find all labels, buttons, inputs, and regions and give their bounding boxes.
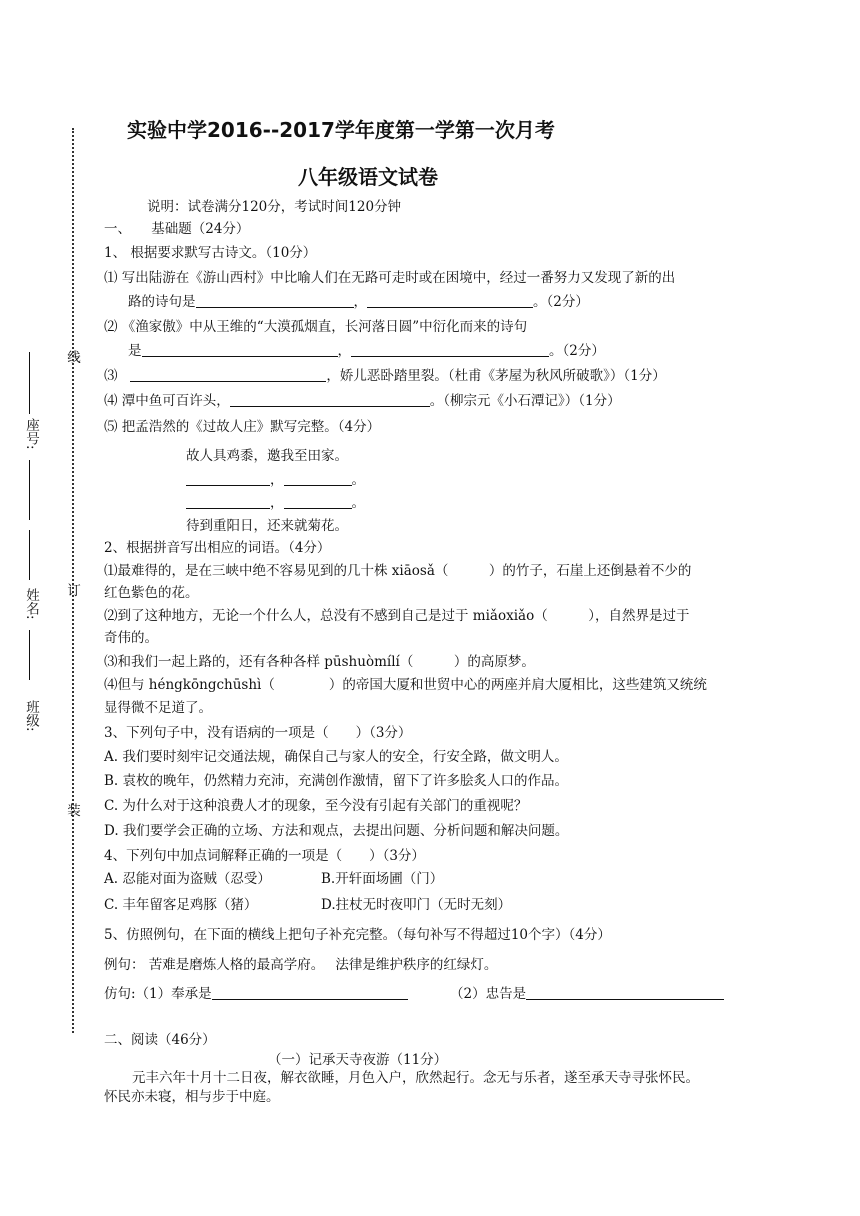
q3-option-b: B. 袁枚的晚年，仍然精力充沛，充满创作激情，留下了许多脍炙人口的作品。 <box>104 773 569 789</box>
exam-title: 实验中学2016--2017学年度第一学第一次月考 <box>127 118 555 142</box>
name-line <box>29 530 30 580</box>
q1-3-num: ⑶ <box>104 368 118 384</box>
poem-blank-3[interactable] <box>186 494 270 509</box>
binding-char-3: 装 <box>64 803 80 817</box>
q2-4-line-a: ⑷但与 héngkōngchūshì（ ）的帝国大厦和世贸中心的两座并肩大厦相比，这些建筑又统统 <box>104 677 707 693</box>
q2-1-line-a: ⑴最难得的，是在三峡中绝不容易见到的几十株 xiāosǎ（ ）的竹子，石崖上还倒悬着不少的 <box>104 563 692 579</box>
poem-period-1: 。 <box>351 472 365 488</box>
poem-blank-1[interactable] <box>186 471 270 486</box>
q2-2-line-a: ⑵到了这种地方，无论一个什么人，总没有不感到自己是过于 miǎoxiǎo（ ），自然界是过于 <box>104 608 690 624</box>
q1-1-blank-1[interactable] <box>196 293 354 308</box>
q1-3-blank[interactable] <box>130 367 326 382</box>
q4-option-d: D.拄杖无时夜叩门（无时无刻） <box>321 897 512 913</box>
q1-5-line: ⑸ 把孟浩然的《过故人庄》默写完整。（4分） <box>104 419 381 435</box>
poem-blank-2[interactable] <box>284 471 352 486</box>
q5-prompt-2 <box>450 984 724 1004</box>
poem-line-4: 待到重阳日，还来就菊花。 <box>186 518 348 534</box>
q5-stem: 5、仿照例句，在下面的横线上把句子补充完整。（每句补写不得超过10个字）（4分） <box>104 927 611 943</box>
paper-title: 八年级语文试卷 <box>298 165 438 189</box>
q5-example: 例句： 苦难是磨炼人格的最高学府。 法律是维护秩序的红绿灯。 <box>104 957 498 973</box>
q2-3-line: ⑶和我们一起上路的，还有各种各样 pūshuòmílí（ ）的高原梦。 <box>104 654 535 670</box>
section1-heading: 一、 基础题（24分） <box>104 221 250 237</box>
q3-option-d: D. 我们要学会正确的立场、方法和观点，去提出问题、分析问题和解决问题。 <box>104 823 569 839</box>
q4-option-c: C. 丰年留客足鸡豚（猪） <box>104 897 258 913</box>
poem-line-1: 故人具鸡黍，邀我至田家。 <box>186 448 348 464</box>
seat-line <box>29 352 30 414</box>
q1-stem: 1、 根据要求默写古诗文。（10分） <box>104 245 317 261</box>
q3-stem: 3、下列句子中，没有语病的一项是（ ）（3分） <box>104 725 412 741</box>
poem-line-3 <box>186 493 365 513</box>
reading-1-para-line-2: 怀民亦未寝，相与步于中庭。 <box>104 1089 280 1105</box>
q1-2-line-a: ⑵ 《渔家傲》中从王维的“大漠孤烟直，长河落日圆”中衍化而来的诗句 <box>104 319 528 335</box>
q5-blank-2[interactable] <box>526 985 724 1000</box>
binding-char-2: 订 <box>64 583 80 597</box>
class-label: 班级: <box>23 700 39 732</box>
q1-3-line <box>104 366 666 386</box>
q2-4-line-b: 显得微不足道了。 <box>104 700 212 716</box>
exam-note: 说明：试卷满分120分，考试时间120分钟 <box>147 199 402 215</box>
q5-prompt-2-text: （2）忠告是 <box>450 986 527 1002</box>
q5-prompt-1 <box>104 984 408 1004</box>
poem-blank-4[interactable] <box>284 494 352 509</box>
q1-4-line <box>104 391 621 411</box>
q1-1-sep: ， <box>353 294 367 310</box>
q1-4-text: ⑷ 潭中鱼可百许头， <box>104 393 230 409</box>
q4-option-b: B.开轩面场圃（门） <box>321 871 444 887</box>
q3-option-a: A. 我们要时刻牢记交通法规，确保自己与家人的安全，行安全路，做文明人。 <box>104 749 568 765</box>
q1-4-blank[interactable] <box>230 392 430 407</box>
q4-option-a: A. 忍能对面为盗贼（忍受） <box>104 871 271 887</box>
q1-2-sep: ， <box>337 343 351 359</box>
q1-1-end: 。（2分） <box>533 294 589 310</box>
q1-1-text: 路的诗句是 <box>128 294 196 310</box>
q1-1-blank-2[interactable] <box>367 293 533 308</box>
name-label: 姓名: <box>23 588 39 620</box>
q1-2-text: 是 <box>128 343 142 359</box>
q3-option-c: C. 为什么对于这种浪费人才的现象，至今没有引起有关部门的重视呢？ <box>104 798 528 814</box>
poem-period-2: 。 <box>351 495 365 511</box>
q5-blank-1[interactable] <box>212 985 408 1000</box>
seat-line-2 <box>29 460 30 520</box>
q4-stem: 4、下列句中加点词解释正确的一项是（ ）（3分） <box>104 848 425 864</box>
q2-1-line-b: 红色紫色的花。 <box>104 585 199 601</box>
name-line-2 <box>29 630 30 680</box>
poem-comma-2: ， <box>270 495 284 511</box>
reading-1-title: （一）记承天寺夜游（11分） <box>268 1052 448 1068</box>
poem-line-2 <box>186 470 365 490</box>
q1-2-blank-1[interactable] <box>142 342 338 357</box>
q1-1-line-b <box>128 292 589 312</box>
q1-2-end: 。（2分） <box>549 343 605 359</box>
reading-1-para-line-1: 元丰六年十月十二日夜，解衣欲睡，月色入户，欣然起行。念无与乐者，遂至承天寺寻张怀民。 <box>132 1070 699 1086</box>
binding-dotted-line <box>72 128 74 1033</box>
q1-1-line-a: ⑴ 写出陆游在《游山西村》中比喻人们在无路可走时或在困境中，经过一番努力又发现了新的出 <box>104 270 676 286</box>
seat-label: 座号: <box>23 418 39 450</box>
q1-4-end: 。（柳宗元《小石潭记》）（1分） <box>429 393 621 409</box>
section2-heading: 二、阅读（46分） <box>104 1032 216 1048</box>
q1-2-blank-2[interactable] <box>351 342 549 357</box>
q2-stem: 2、根据拼音写出相应的词语。（4分） <box>104 540 331 556</box>
q5-prompt-1-text: 仿句:（1）奉承是 <box>104 986 212 1002</box>
q1-2-line-b <box>128 341 605 361</box>
q2-2-line-b: 奇伟的。 <box>104 630 158 646</box>
poem-comma-1: ， <box>270 472 284 488</box>
binding-char-1: 线 <box>64 350 80 364</box>
q1-3-end: ，娇儿恶卧踏里裂。（杜甫《茅屋为秋风所破歌》）（1分） <box>326 368 666 384</box>
